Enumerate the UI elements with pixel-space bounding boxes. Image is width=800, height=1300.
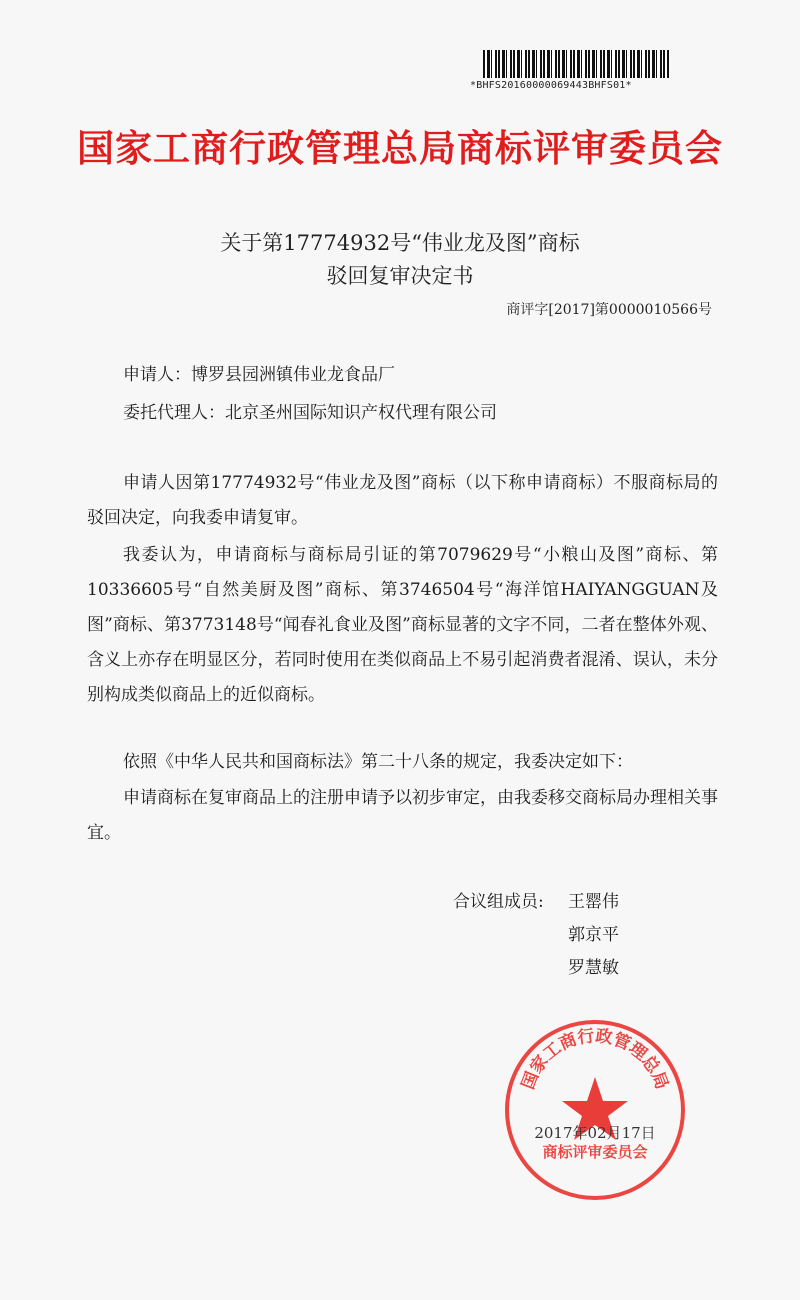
panel-member: 罗慧敏 [568,958,619,978]
seal-arc-text: 国家工商行政管理总局 [518,1026,672,1093]
agent: 委托代理人：北京圣州国际知识产权代理有限公司 [123,403,497,423]
paragraph-1: 申请人因第17774932号“伟业龙及图”商标（以下称申请商标）不服商标局的驳回决定，向我委申请复审。 [87,473,718,528]
subject-line-1: 关于第17774932号“伟业龙及图”商标 [220,231,580,255]
panel-label: 合议组成员: [453,892,544,912]
paragraph-3: 依照《中华人民共和国商标法》第二十八条的规定，我委决定如下： [123,752,633,772]
organization-title: 国家工商行政管理总局商标评审委员会 [77,127,723,170]
paragraph-4: 申请商标在复审商品上的注册申请予以初步审定，由我委移交商标局办理相关事宜。 [87,788,718,843]
barcode-text: *BHFS20160000069443BHFS01* [470,80,632,91]
reference-number: 商评字[2017]第0000010566号 [506,302,712,318]
barcode [483,50,669,78]
panel-member: 郭京平 [568,925,619,945]
panel-member: 王罂伟 [568,892,619,912]
applicant: 申请人：博罗县园洲镇伟业龙食品厂 [123,365,395,385]
official-seal [502,1017,688,1203]
paragraph-2: 我委认为，申请商标与商标局引证的第7079629号“小粮山及图”商标、第10336605号“自然美厨及图”商标、第3746504号“海洋馆HAIYANGGUAN及图”商标、第3773148号“闻春礼食业及图”商标显著的文字不同，二者在整体外观、含义上亦存在明显区分，若同时使用在类似商品上不易引起消费者混淆、误认，未分别构成类似商品上的近似商标。 [87,545,718,705]
decision-date: 2017年02月17日 [534,1124,656,1142]
seal-bottom-text: 商标评审委员会 [542,1143,648,1161]
subject-line-2: 驳回复审决定书 [326,264,474,288]
